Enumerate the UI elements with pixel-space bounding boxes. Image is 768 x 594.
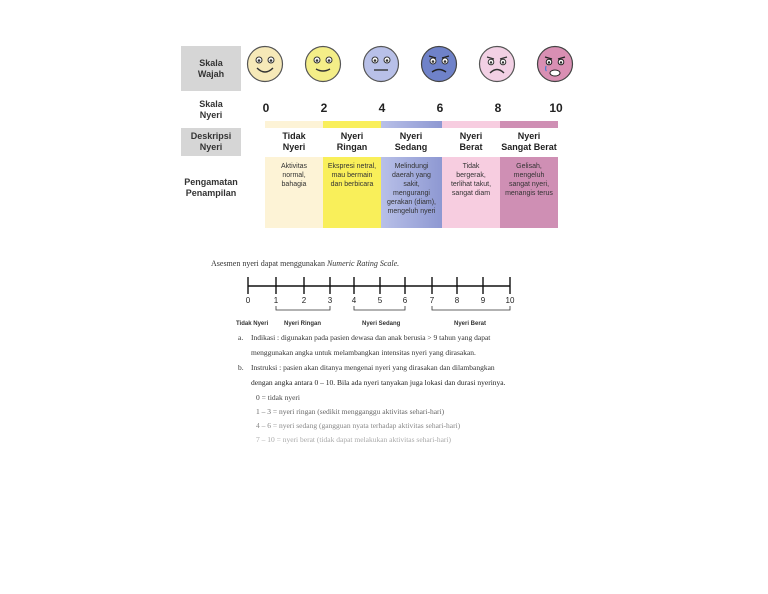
observation-moderate: Melindungi daerah yang sakit, mengurangi gerakan (diam), mengeluh nyeri [381,157,442,228]
nrs-tick-label-0: 0 [245,296,251,305]
nrs-tick-label-6: 6 [402,296,408,305]
range-no-pain: Tidak Nyeri [236,321,269,327]
range-mild: Nyeri Ringan [284,321,322,327]
nrs-caption [211,259,399,268]
face-mild-pain [304,45,342,83]
numeric-rating-scale [236,274,526,316]
indikasi-text: Indikasi : digunakan pada pasien dewasa dan anak berusia > 9 tahun yang dapat [251,333,491,342]
scale-item-0: 0 = tidak nyeri [256,393,301,402]
description-mild: Nyeri Ringan [336,131,368,152]
description-moderate: Nyeri Sedang [394,131,428,152]
pain-number-10: 10 [549,101,563,115]
instruksi-text: Instruksi : pasien akan ditanya mengenai nyeri yang dirasakan dan dilambangkan [251,363,495,372]
color-bar-moderate [381,121,442,128]
description-severe: Nyeri Berat [459,131,483,152]
nrs-tick-label-7: 7 [429,296,435,305]
paragraph-a-line1 [238,333,490,342]
range-moderate: Nyeri Sedang [362,321,401,327]
scale-item-3: 7 – 10 = nyeri berat (tidak dapat melakukan aktivitas sehari-hari) [256,435,451,444]
bracket-mild [276,306,330,310]
observation-label: Pengamatan Penampilan [181,165,241,210]
pain-scale-label: Skala Nyeri [181,96,241,124]
pain-description-label: Deskripsi Nyeri [181,128,241,156]
face-no-pain [246,45,284,83]
nrs-tick-label-9: 9 [480,296,486,305]
description-no-pain: Tidak Nyeri [282,131,306,152]
color-bar-severe [442,121,500,128]
nrs-caption-italic: Numeric Rating Scale. [326,259,400,268]
range-severe: Nyeri Berat [454,321,487,327]
color-bar-no-pain [265,121,323,128]
paragraph-a-line2: menggunakan angka untuk melambangkan intensitas nyeri yang dirasakan. [251,348,476,357]
face-scale-label: Skala Wajah [181,46,241,91]
nrs-caption-text: Asesmen nyeri dapat menggunakan [211,259,325,268]
nrs-tick-label-5: 5 [377,296,383,305]
pain-number-2: 2 [320,101,328,115]
scale-item-2: 4 – 6 = nyeri sedang (gangguan nyata terhadap aktivitas sehari-hari) [256,421,461,430]
nrs-tick-label-8: 8 [454,296,460,305]
bracket-moderate [354,306,405,310]
scale-item-1: 1 – 3 = nyeri ringan (sedikit mengganggu aktivitas sehari-hari) [256,407,445,416]
paragraph-b-line1 [238,363,495,372]
paragraph-b-line2: dengan angka antara 0 – 10. Bila ada nyeri tanyakan juga lokasi dan durasi nyerinya. [251,378,506,387]
observation-mild: Ekspresi netral, mau bermain dan berbicara [323,157,381,228]
pain-number-4: 4 [378,101,386,115]
nrs-tick-label-3: 3 [327,296,333,305]
observation-no-pain: Aktivitas normal, bahagia [265,157,323,228]
marker-a: a. [238,333,244,342]
description-worst: Nyeri Sangat Berat [501,131,557,152]
nrs-tick-label-1: 1 [273,296,279,305]
bracket-severe [432,306,510,310]
face-worst-pain [536,45,574,83]
face-severe-pain [478,45,516,83]
observation-worst: Gelisah, mengeluh sangat nyeri, menangis terus [500,157,558,228]
color-bar-worst [500,121,558,128]
pain-number-0: 0 [262,101,270,115]
nrs-tick-label-10: 10 [505,296,515,305]
nrs-tick-label-4: 4 [351,296,357,305]
face-moderate-pain [362,45,400,83]
pain-number-6: 6 [436,101,444,115]
face-moderate-severe-pain [420,45,458,83]
pain-number-8: 8 [494,101,502,115]
marker-b: b. [238,363,244,372]
nrs-tick-label-2: 2 [301,296,307,305]
color-bar-mild [323,121,381,128]
observation-severe: Tidak bergerak, terlihat takut, sangat diam [442,157,500,228]
